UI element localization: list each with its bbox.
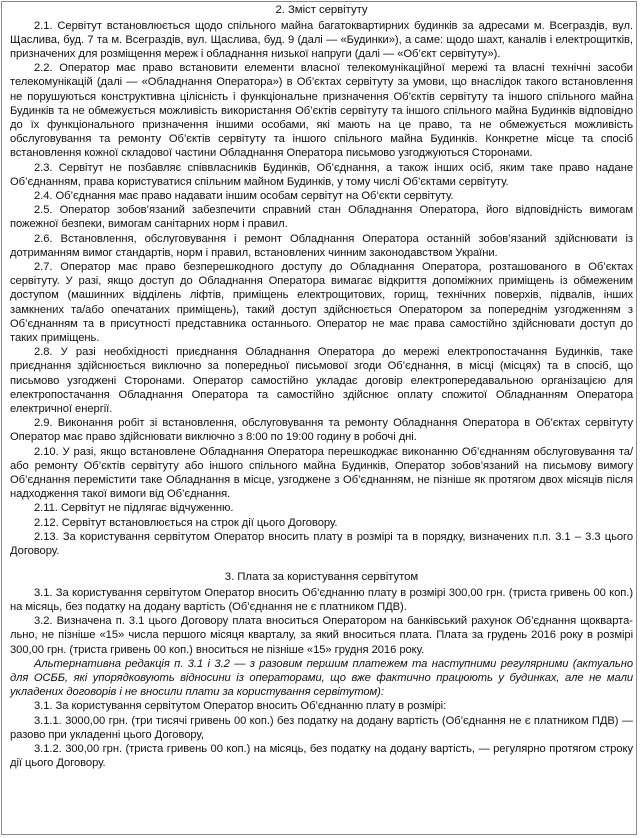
clause-3-2: 3.2. Визначена п. 3.1 цього Договору плата вноситься Оператором на банківський рахунок Об’єднання щоквартально, не пізніше «15» числа першого місяця кварталу, за який вноситься плата. Плата за грудень 2016 року в розмірі 300,00 грн. (триста гривень 00 коп.) вноситься не пізніше «15» грудня 2016 року. xyxy=(10,615,633,656)
clause-2-9: 2.9. Виконання робіт зі встановлення, обслуговування та ремонту Обладнання Оператора в Об’єктах сервітуту Оператор має право здійснювати виключно з 8:00 по 19:00 годину в робочі дні. xyxy=(10,417,633,444)
alt-clause-3-1-1: 3.1.1. 3000,00 грн. (три тисячі гривень 00 коп.) без податку на додану вартість (Об’єднання не є платником ПДВ) — разово при укладенні цього Договору, xyxy=(10,714,633,741)
clause-2-10: 2.10. У разі, якщо встановлене Обладнання Оператора перешкоджає виконанню Об’єднанням обслуговування та/або ремонту Об’єктів сервітуту або іншого спільного майна Будинків, Оператор зобов’язаний на письмову вимогу Об’єднання перемістити таке Обладнання в місце, узгоджене з Об’єднанням, не пізніше як протягом двох місяців після надходження такої вимоги від Об’єднання. xyxy=(10,445,633,501)
clause-2-4: 2.4. Об’єднання має право надавати іншим особам сервітут на Об’єкти сервітуту. xyxy=(34,189,454,202)
clause-2-7: 2.7. Оператор має право безперешкодного доступу до Обладнання Оператора, розташованого в Об’єктах сервітуту. У разі, якщо доступ до Обладнання Оператора вимагає відкриття допоміжних приміщень із обмеженим доступом (машинних відділень ліфтів, приміщень електрощитових, горищ, технічних поверхів, підвалів, інших замкнених та/або опечатаних приміщень), такий доступ здійснюється Оператором за попереднім узгодженням з Об’єднанням та в присутності представника останнього. Оператор не має права самостійно здійснювати доступ до таких приміщень. xyxy=(10,260,633,344)
clause-3-1: 3.1. За користування сервітутом Оператор вносить Об’єднанню плату в розмірі 300,00 грн. (триста гривень 00 коп.) на місяць, без податку на додану вартість (Об’єднання не є платником ПДВ). xyxy=(10,586,633,613)
clause-2-2: 2.2. Оператор має право встановити елементи власної телекомунікаційної мережі та власні технічні засоби телекомунікацій (далі — «Обладнання Оператора») в Об’єктах сервітуту за умови, що внаслідок такого встановлення не порушуються конструктивна цілісність і функціональне призначення Об’єктів сервітуту та іншого спільного майна Будинків та не обмежується можливість використання Об’єктів сервітуту та іншого спільного майна Будинків відповідно до їх функціонального призначення іншими особами, які мають на це право, та не обмежується можливість обслуговування та ремонту Об’єктів сервітуту та іншого спільного майна Будинків. Конкретне місце та спосіб встановлення кожної складової частини Обладнання Оператора письмово узгоджуються Сторонами. xyxy=(10,62,633,160)
alternative-edition-note: Альтернативна редакція п. 3.1 і 3.2 — з разовим першим платежем та наступними регулярними (актуально для ОСББ, які упорядковують відносини із операторами, що вже фактично працюють у будинках, але не мали укладених договорів і не вносили плати за користування сервітутом): xyxy=(10,657,633,699)
section-3-title: 3. Плата за користування сервітутом xyxy=(224,571,419,584)
clause-2-11: 2.11. Сервітут не підлягає відчуженню. xyxy=(34,502,234,515)
section-2-title: 2. Зміст сервітуту xyxy=(275,4,368,16)
clause-2-8: 2.8. У разі необхідності приєднання Обладнання Оператора до мережі електропостачання Будинків, таке приєднання здійснюється виключно за попередньої письмової згоди Об’єднання, в місці (місцях) та в спосіб, що письмово узгоджені Сторонами. Оператор самостійно укладає договір електропередавальною організацією для електропостачання Обладнання Оператора та самостійно здійснює оплату спожитої Обладнанням Оператора електричної енергії. xyxy=(10,346,633,415)
clause-2-6: 2.6. Встановлення, обслуговування і ремонт Обладнання Оператора останній зобов’язаний здійснювати із дотриманням вимог стандартів, норм і правил, встановлених чинним законодавством України. xyxy=(10,232,633,259)
alt-clause-3-1-2: 3.1.2. 300,00 грн. (триста гривень 00 коп.) на місяць, без податку на додану вартість, — регулярно протягом строку дії цього Договору. xyxy=(10,742,633,770)
clause-2-13: 2.13. За користування сервітутом Оператор вносить плату в розмірі та в порядку, визначених п.п. 3.1 – 3.3 цього Договору. xyxy=(10,530,633,558)
clause-2-1: 2.1. Сервітут встановлюється щодо спільного майна багатоквартирних будинків за адресами м. Всеграздів, вул. Щаслива, буд. 7 та м. Всеграздів, вул. Щаслива, буд. 9 (далі — «Будинки»), а саме: щодо шахт, каналів і електрощитків, призначених для розміщення мереж і обладнання низької напруги (далі — «Об’єкт сервітуту»). xyxy=(10,19,633,60)
clause-2-5: 2.5. Оператор зобов’язаний забезпечити справний стан Обладнання Оператора, його відповідність вимогам пожежної безпеки, вимогам санітарних норм і правил. xyxy=(10,204,633,231)
clause-2-3: 2.3. Сервітут не позбавляє співвласників Будинків, Об’єднання, а також інших осіб, яким таке право надане Об’єднанням, права користуватися спільним майном Будинків, у тому числі Об’єктами сервітуту. xyxy=(10,161,633,188)
clause-2-12: 2.12. Сервітут встановлюється на строк дії цього Договору. xyxy=(34,516,338,529)
alt-clause-3-1: 3.1. За користування сервітутом Оператор вносить Об’єднанню плату в розмірі: xyxy=(34,700,447,713)
